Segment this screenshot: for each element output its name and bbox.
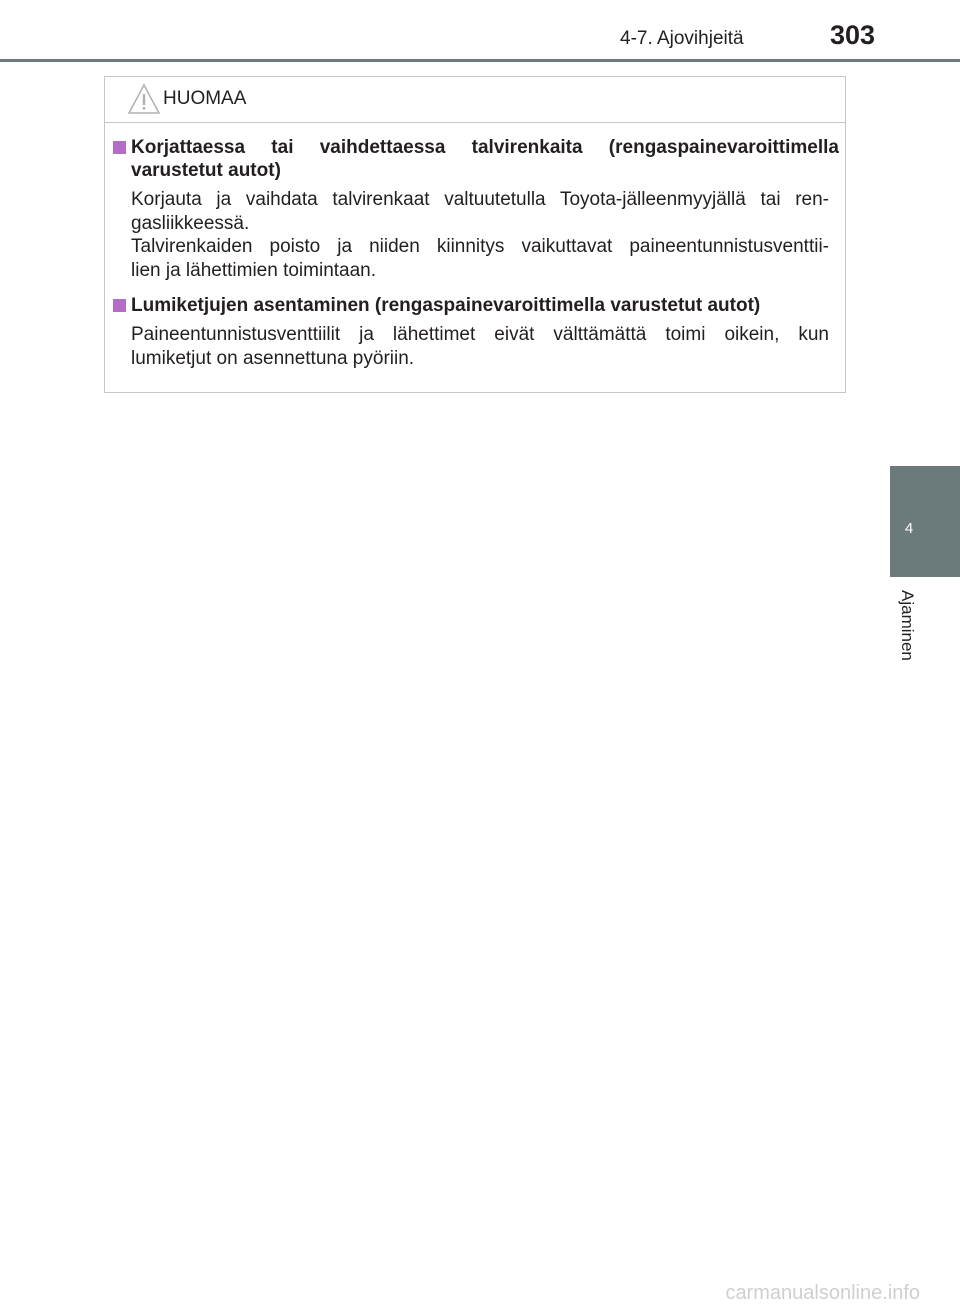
chapter-number: 4: [904, 520, 914, 537]
page-number: 303: [830, 20, 876, 50]
body-line: Paineentunnistusventtiilit ja lähettimet eivät välttämättä toimi oikein, kun: [131, 324, 829, 345]
notice-box: [104, 76, 846, 393]
bullet-square-icon: [113, 141, 126, 154]
section-title: 4-7. Ajovihjeitä: [620, 28, 744, 49]
notice-item-body: [131, 188, 829, 282]
heading-line: Lumiketjujen asentaminen (rengaspainevaroittimella varustetut autot): [131, 295, 761, 316]
warning-triangle-icon: [127, 83, 161, 115]
notice-header: [105, 77, 845, 123]
heading-line: varustetut autot): [131, 160, 281, 181]
heading-line: Korjattaessa tai vaihdettaessa talvirenkaita (rengaspainevaroittimella: [131, 137, 839, 158]
body-line: Korjauta ja vaihdata talvirenkaat valtuutetulla Toyota-jälleenmyyjällä tai ren-: [131, 189, 829, 210]
body-line: lumiketjut on asennettuna pyöriin.: [131, 347, 415, 369]
body-line: lien ja lähettimien toimintaan.: [131, 259, 377, 281]
notice-item-heading: [131, 136, 839, 182]
chapter-label: Ajaminen: [898, 590, 917, 661]
bullet-square-icon: [113, 299, 126, 312]
notice-title: HUOMAA: [163, 88, 247, 109]
notice-item-heading: [131, 294, 839, 317]
watermark: carmanualsonline.info: [725, 1282, 920, 1304]
notice-item-body: [131, 323, 829, 370]
body-line: gasliikkeessä.: [131, 212, 250, 234]
body-line: Talvirenkaiden poisto ja niiden kiinnitys vaikuttavat paineentunnistusventtii-: [131, 236, 829, 257]
header-rule: [0, 59, 960, 62]
